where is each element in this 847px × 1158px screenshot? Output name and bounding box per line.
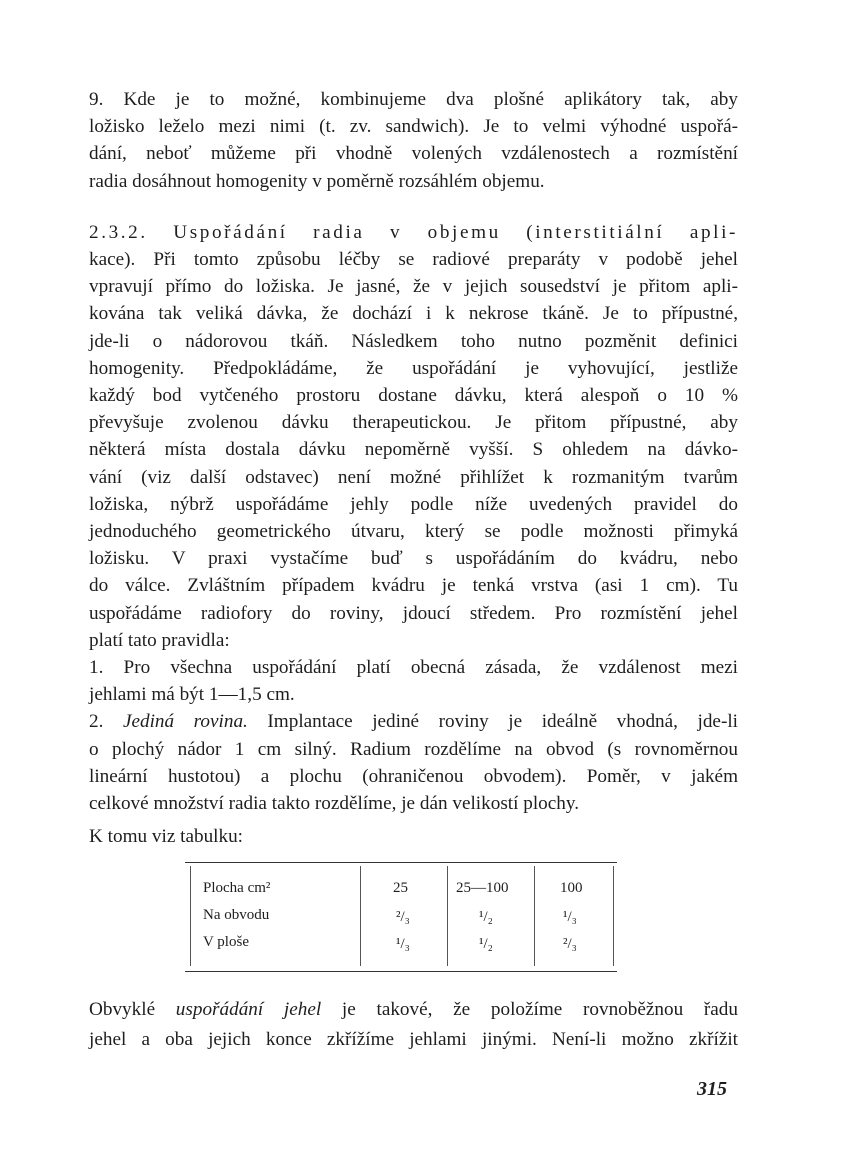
table-divider	[360, 866, 361, 966]
table-row-label: Na obvodu	[203, 907, 270, 923]
text-line: ložiska, nýbrž uspořádáme jehly podle níže uvedených pravidel do	[89, 493, 738, 515]
table-row-label: V ploše	[203, 934, 249, 950]
rule-text: Implantace jediné roviny je ideálně vhodná, jde-li	[247, 711, 738, 733]
table-cell: 100	[560, 880, 583, 896]
rule-title: Jediná rovina.	[122, 711, 248, 733]
text-line: 1. Pro všechna uspořádání platí obecná zásada, že vzdálenost mezi	[89, 657, 738, 679]
text-line: kace). Při tomto způsobu léčby se radiové preparáty v podobě jehel	[89, 249, 738, 271]
emphasis: uspořádání jehel	[175, 999, 322, 1020]
table-intro: K tomu viz tabulku:	[89, 826, 244, 848]
rule-1	[89, 654, 738, 708]
text-line: o plochý nádor 1 cm silný. Radium rozdělíme na obvod (s rovnoměrnou	[89, 738, 738, 760]
body-text	[89, 86, 738, 850]
table-cell: ¹/₂	[479, 909, 493, 925]
text-line: kována tak veliká dávka, že dochází i k nekrose tkáně. Je to přípustné,	[89, 303, 738, 325]
text-line	[89, 995, 738, 1025]
text-line: uspořádáme radiofory do roviny, jdoucí středem. Pro rozmístění jehel	[89, 602, 738, 624]
text-line: jde-li o nádorovou tkáň. Následkem toho nutno pozměnit definici	[89, 330, 738, 352]
section-heading: 2.3.2. Uspořádání radia v objemu (interstitiální apli-	[89, 221, 738, 243]
page-number: 315	[697, 1078, 727, 1100]
table-row-label: Plocha cm²	[203, 880, 271, 896]
rule-2	[89, 708, 738, 817]
text-line: 9. Kde je to možné, kombinujeme dva plošné aplikátory tak, aby	[89, 89, 738, 110]
text-line	[89, 708, 738, 735]
text-line: radia dosáhnout homogenity v poměrně rozsáhlém objemu.	[89, 170, 545, 192]
text-line: dání, neboť můžeme při vhodně volených vzdálenostech a rozmístění	[89, 143, 738, 165]
text-line: platí tato pravidla:	[89, 629, 230, 651]
paragraph-9	[89, 86, 738, 195]
table-cell: ¹/₃	[563, 909, 577, 925]
text-line: celkové množství radia takto rozdělíme, je dán velikostí plochy.	[89, 793, 580, 815]
text-run: Obvyklé	[89, 999, 176, 1020]
table-cell: ¹/₂	[479, 936, 493, 952]
text-line: některá místa dostala dávku nepoměrně vyšší. S ohledem na dávko-	[89, 439, 738, 461]
text-run: je takové, že položíme rovnoběžnou řadu	[321, 999, 738, 1020]
text-line: jehel a oba jejich konce zkřížíme jehlami jinými. Není-li možno zkřížit	[89, 1029, 738, 1050]
table-divider	[534, 866, 535, 966]
rule-number: 2.	[89, 711, 123, 733]
text-line: ložisku. V praxi vystačíme buď s uspořádáním do kvádru, nebo	[89, 548, 738, 570]
text-line: lineární hustotou) a plochu (ohraničenou obvodem). Poměr, v jakém	[89, 765, 738, 787]
table-cell: ¹/₃	[396, 936, 410, 952]
table-divider	[447, 866, 448, 966]
table-cell: ²/₃	[563, 936, 577, 952]
text-line: vpravují přímo do ložiska. Je jasné, že v jejich sousedství je přitom apli-	[89, 276, 738, 298]
text-line: každý bod vytčeného prostoru dostane dávku, která alespoň o 10 %	[89, 385, 738, 407]
text-line: jehlami má být 1—1,5 cm.	[89, 684, 295, 706]
text-line: vání (viz další odstavec) není možné přihlížet k rozmanitým tvarům	[89, 466, 738, 488]
text-line: do válce. Zvláštním případem kvádru je tenká vrstva (asi 1 cm). Tu	[89, 575, 738, 597]
table-cell: 25—100	[456, 880, 509, 896]
table-cell: ²/₃	[396, 909, 410, 925]
table-cell: 25	[393, 880, 408, 896]
bottom-paragraph	[89, 995, 738, 1055]
section-2-3-2	[89, 219, 738, 654]
text-line: převyšuje zvolenou dávku therapeutickou. Je přitom přípustné, aby	[89, 412, 738, 434]
text-line: ložisko leželo mezi nimi (t. zv. sandwich). Je to velmi výhodné uspořá-	[89, 116, 738, 138]
text-line: homogenity. Předpokládáme, že uspořádání je vyhovující, jestliže	[89, 357, 738, 379]
text-line: jednoduchého geometrického útvaru, který se podle možnosti přimyká	[89, 521, 738, 543]
